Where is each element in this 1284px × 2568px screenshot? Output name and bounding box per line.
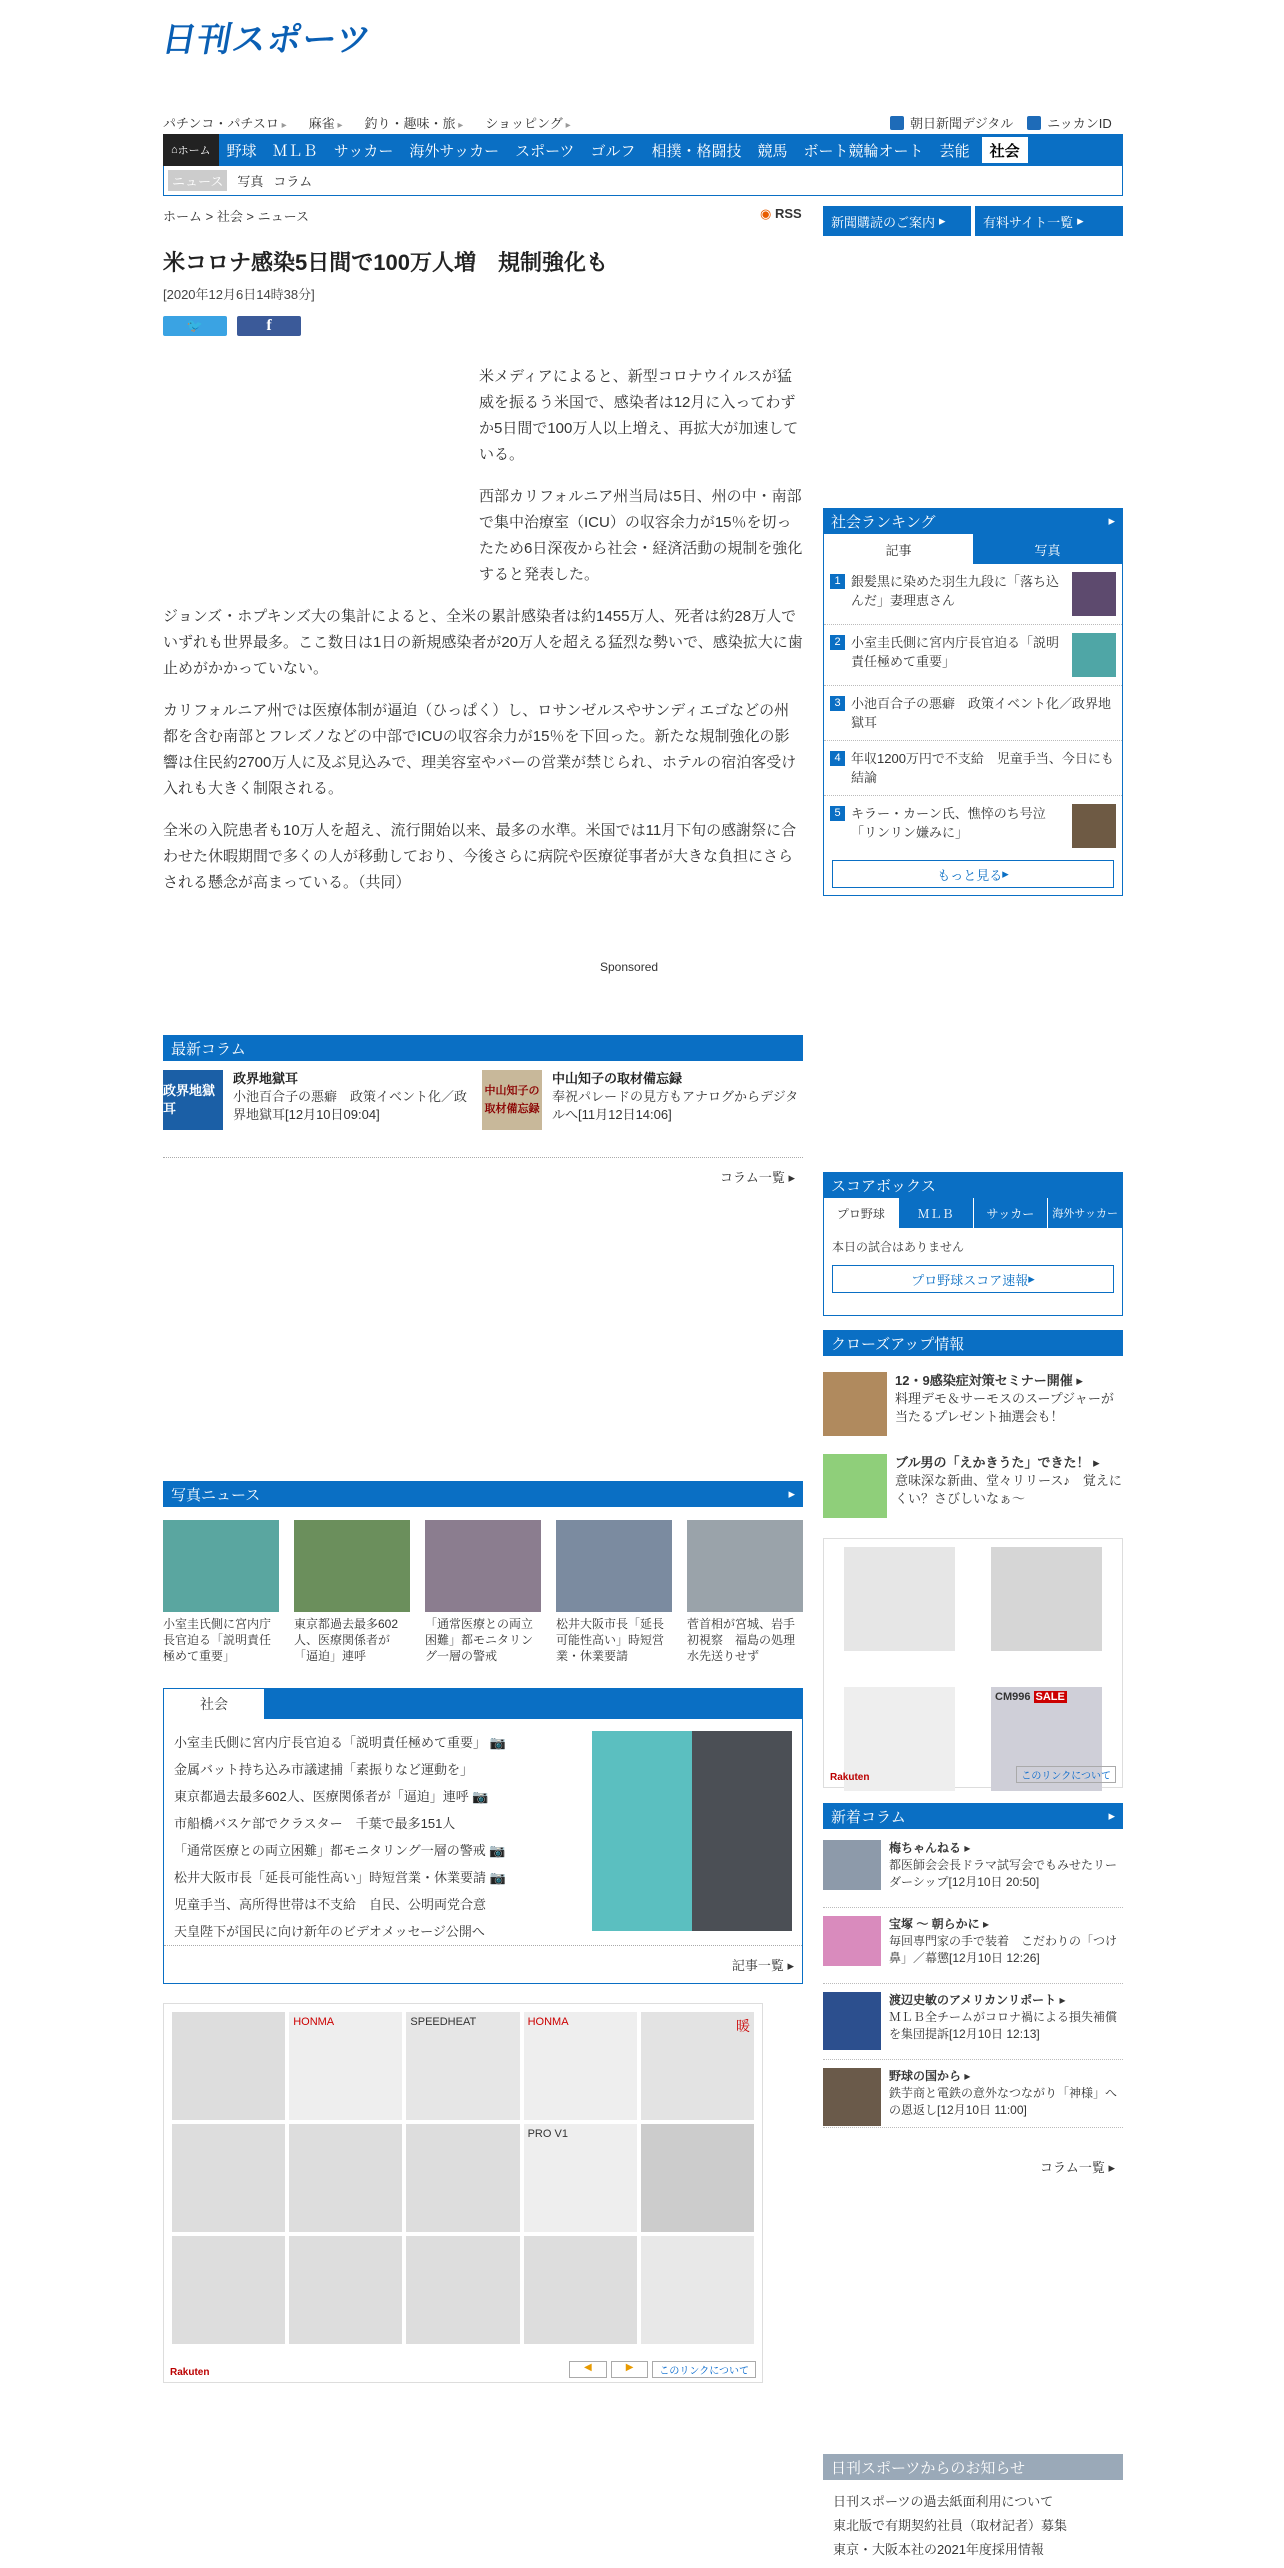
divider xyxy=(163,1157,803,1158)
twitter-icon: 🐦 xyxy=(186,318,204,333)
photo-news-item[interactable]: 「通常医療との両立困難」都モニタリング一層の警戒 xyxy=(425,1520,541,1664)
facebook-icon: f xyxy=(266,317,272,334)
nav-home[interactable]: ⌂ ホーム xyxy=(163,134,219,166)
article-date: [2020年12月6日14時38分] xyxy=(163,287,315,302)
local-nav-item[interactable]: コラム xyxy=(273,174,313,189)
photo-news-item[interactable]: 小室圭氏側に宮内庁長官迫る「説明責任極めて重要」 xyxy=(163,1520,279,1664)
closeup-item[interactable]: 12・9感染症対策セミナー開催 ▸ 料理デモ＆サーモスのスープジャーが当たるプレゼント抽選会も！ xyxy=(823,1372,1123,1436)
latest-columns-heading: 最新コラム xyxy=(163,1035,803,1061)
nav-item[interactable]: 芸能 xyxy=(939,142,970,160)
photo-thumb xyxy=(687,1520,803,1612)
ranking-item[interactable]: 3 小池百合子の悪癖 政策イベント化／政界地獄耳 xyxy=(824,686,1122,741)
home-icon: ⌂ xyxy=(171,144,178,156)
nav-item[interactable]: スポーツ xyxy=(515,142,575,160)
new-column-item[interactable]: 宝塚 ～ 朝らかに ▸ 毎回専門家の手で装着 こだわりの「つけ鼻」／幕懲[12月10日 12:26] xyxy=(823,1916,1123,1984)
new-column-item[interactable]: 梅ちゃんねる ▸ 都医師会会長ドラマ試写会でもみせたリーダーシップ[12月10日 20:50] xyxy=(823,1840,1123,1908)
rss-link[interactable]: ◉ RSS xyxy=(760,206,802,222)
global-nav xyxy=(163,134,1123,166)
closeup-heading: クローズアップ情報 xyxy=(823,1330,1123,1356)
nav-item[interactable]: ＭＬＢ xyxy=(272,142,318,160)
partner-nikkan-id[interactable]: ニッカンID xyxy=(1047,116,1112,131)
list-item[interactable]: 東京都過去最多602人、医療関係者が「逼迫」連呼 📷 xyxy=(174,1789,489,1804)
closeup-thumb xyxy=(823,1454,887,1518)
camera-icon: 📷 xyxy=(489,1735,506,1750)
ranking-box xyxy=(823,534,1123,896)
rakuten-side-ad[interactable]: CM996 SALE Rakuten このリンクについて xyxy=(823,1538,1123,1788)
nav-item[interactable]: 相撲・格闘技 xyxy=(651,142,742,160)
tab-articles[interactable]: 記事 xyxy=(824,534,973,564)
ranking-item[interactable]: 1 銀髪黒に染めた羽生九段に「落ち込んだ」妻理恵さん xyxy=(824,564,1122,625)
list-item[interactable]: 市船橋バスケ部でクラスター 千葉で最多151人 xyxy=(174,1816,456,1831)
tab-society[interactable]: 社会 xyxy=(164,1689,264,1719)
paragraph: カリフォルニア州では医療体制が逼迫（ひっぱく）し、ロサンゼルスやサンディエゴなどの州都を含む南部とフレズノなどの中部でICUの収容余力が15％を下回った。新たな規制強化の影響は住民約2700万人に及ぶ見込みで、理美容室やバーの営業が禁じられ、ホテルの宿泊客受け入れも大きく制限される。 xyxy=(163,702,797,797)
new-column-item[interactable]: 野球の国から ▸ 鉄芋商と電鉄の意外なつながり「神様」への恩返し[12月10日 11:00] xyxy=(823,2068,1123,2128)
nav-item[interactable]: 競馬 xyxy=(757,142,788,160)
column-item[interactable]: 中山知子の取材備忘録 中山知子の取材備忘録 奉祝パレードの見方もアナログからデジタルへ[11月12日14:06] xyxy=(482,1070,802,1130)
subnav-item[interactable]: パチンコ・パチスロ ▸ xyxy=(163,113,287,132)
notice-item[interactable]: 東京・大阪本社の2021年度採用情報 xyxy=(833,2542,1044,2557)
society-list xyxy=(174,1729,574,1945)
scorebox xyxy=(823,1198,1123,1316)
tab-overseas-soccer[interactable]: 海外サッカー xyxy=(1047,1198,1122,1228)
asahi-icon xyxy=(890,116,904,130)
camera-icon: 📷 xyxy=(489,1843,506,1858)
new-columns-heading[interactable]: 新着コラム ▸ xyxy=(823,1803,1123,1829)
photo-thumb xyxy=(425,1520,541,1612)
notice-item[interactable]: 日刊スポーツの過去紙面利用について xyxy=(833,2494,1054,2509)
notice-list xyxy=(833,2490,1067,2562)
photo-thumb xyxy=(556,1520,672,1612)
image-placeholder xyxy=(163,364,479,574)
more-ranking-button[interactable]: もっと見る ▸ xyxy=(832,860,1114,888)
facebook-share-button[interactable] xyxy=(237,316,301,336)
tab-pro-baseball[interactable]: プロ野球 xyxy=(824,1198,898,1228)
society-photo[interactable] xyxy=(592,1731,792,1931)
nav-item[interactable]: ゴルフ xyxy=(590,142,636,160)
camera-icon: 📷 xyxy=(489,1870,506,1885)
nav-item-active[interactable]: 社会 xyxy=(982,137,1028,163)
ranking-item[interactable]: 2 小室圭氏側に宮内庁長官迫る「説明責任極めて重要」 xyxy=(824,625,1122,686)
subnav-item[interactable]: 麻雀 ▸ xyxy=(309,113,343,132)
column-thumb: 中山知子の取材備忘録 xyxy=(482,1070,542,1130)
scorebox-heading: スコアボックス xyxy=(823,1172,1123,1198)
new-columns-list xyxy=(823,1840,1123,2128)
list-item[interactable]: 「通常医療との両立困難」都モニタリング一層の警戒 📷 xyxy=(174,1843,506,1858)
sponsored-label: Sponsored xyxy=(600,960,659,974)
side-ad-about-link[interactable]: このリンクについて xyxy=(1016,1766,1116,1783)
ad-prev-button[interactable]: ◀ xyxy=(569,2361,607,2378)
nikkan-id-icon xyxy=(1027,116,1041,130)
article-title: 米コロナ感染5日間で100万人増 規制強化も xyxy=(163,250,608,275)
list-item[interactable]: 天皇陛下が国民に向け新年のビデオメッセージ公開へ xyxy=(174,1924,485,1939)
column-thumb: 政界地獄耳 xyxy=(163,1070,223,1130)
rakuten-ad[interactable]: HONMA SPEEDHEAT HONMA 暖 PRO V1 Rakuten ◀ ▶ このリンクについて xyxy=(163,2003,763,2383)
list-item[interactable]: 松井大阪市長「延長可能性高い」時短営業・休業要請 📷 xyxy=(174,1870,506,1885)
photo-news-list xyxy=(163,1520,803,1664)
subscription-button[interactable]: 新聞購読のご案内 ▸ xyxy=(823,206,971,236)
ranking-item[interactable]: 4 年収1200万円で不支給 児童手当、今日にも結論 xyxy=(824,741,1122,796)
subnav-item[interactable]: ショッピング ▸ xyxy=(485,113,570,132)
photo-news-item[interactable]: 東京都過去最多602人、医療関係者が「逼迫」連呼 xyxy=(294,1520,410,1664)
list-item[interactable]: 小室圭氏側に宮内庁長官迫る「説明責任極めて重要」 📷 xyxy=(174,1735,506,1750)
photo-thumb xyxy=(294,1520,410,1612)
nav-item[interactable]: サッカー xyxy=(333,142,394,160)
breadcrumb[interactable]: ホーム > 社会 > ニュース xyxy=(163,209,309,224)
closeup-thumb xyxy=(823,1372,887,1436)
tab-photos[interactable]: 写真 xyxy=(973,534,1122,564)
tab-soccer[interactable]: サッカー xyxy=(973,1198,1048,1228)
new-column-item[interactable]: 渡辺史敏のアメリカンリポート ▸ ＭＬＢ全チームがコロナ禍による損失補償を集団提訴[12月10日 12:13] xyxy=(823,1992,1123,2060)
ad-about-link[interactable]: このリンクについて xyxy=(652,2361,756,2378)
column-item[interactable]: 政界地獄耳 政界地獄耳 小池百合子の悪癖 政策イベント化／政界地獄耳[12月10日09:04] xyxy=(163,1070,473,1130)
paragraph: ジョンズ・ホプキンズ大の集計によると、全米の累計感染者は約1455万人、死者は約28万人でいずれも世界最多。ここ数日は1日の新規感染者が20万人を超える猛烈な勢いで、感染拡大に歯止めがかかっていない。 xyxy=(163,608,803,677)
local-nav xyxy=(163,166,1123,196)
site-logo[interactable]: 日刊スポーツ xyxy=(158,20,375,60)
closeup-item[interactable]: ブル男の「えかきうた」できた！ ▸ 意味深な新曲、堂々リリース♪ 覚えにくい？さびしいなぁ～ xyxy=(823,1454,1123,1518)
photo-news-item[interactable]: 菅首相が宮城、岩手初視察 福島の処理水先送りせず xyxy=(687,1520,803,1664)
local-nav-active[interactable]: ニュース xyxy=(168,170,227,191)
nav-item[interactable]: ボート競輪オート xyxy=(803,142,924,160)
score-flash-button[interactable]: プロ野球スコア速報 ▸ xyxy=(832,1265,1114,1293)
local-nav-item[interactable]: 写真 xyxy=(237,174,264,189)
ad-next-button[interactable]: ▶ xyxy=(611,2361,649,2378)
subnav-item[interactable]: 釣り・趣味・旅 ▸ xyxy=(364,113,463,132)
article-list-link[interactable]: 記事一覧 ▸ xyxy=(732,1955,794,1974)
column-list-link[interactable]: コラム一覧 ▸ xyxy=(720,1167,795,1186)
notice-heading: 日刊スポーツからのお知らせ xyxy=(823,2454,1123,2480)
notice-item[interactable]: 東北版で有期契約社員（取材記者）募集 xyxy=(833,2518,1068,2533)
list-item[interactable]: 金属バット持ち込み市議逮捕「素振りなど運動を」 xyxy=(174,1762,474,1777)
camera-icon: 📷 xyxy=(472,1789,489,1804)
new-columns-list-link[interactable]: コラム一覧 ▸ xyxy=(1040,2157,1115,2176)
paragraph: 米メディアによると、新型コロナウイルスが猛威を振るう米国で、感染者は12月に入ってわずか5日間で100万人以上増え、再拡大が加速している。 xyxy=(479,368,799,463)
nav-item[interactable]: 海外サッカー xyxy=(409,142,500,160)
paragraph: 西部カリフォルニア州当局は5日、州の中・南部で集中治療室（ICU）の収容余力が15％を切ったため6日深夜から社会・経済活動の規制を強化すると発表した。 xyxy=(479,488,803,583)
partner-asahi[interactable]: 朝日新聞デジタル xyxy=(910,116,1014,131)
partner-links xyxy=(890,113,1112,132)
article-body xyxy=(163,364,803,912)
paid-sites-button[interactable]: 有料サイト一覧 ▸ xyxy=(975,206,1123,236)
no-games-text: 本日の試合はありません xyxy=(832,1240,965,1254)
tab-mlb[interactable]: ＭＬＢ xyxy=(898,1198,973,1228)
photo-news-heading[interactable]: 写真ニュース ▸ xyxy=(163,1481,803,1507)
society-box xyxy=(163,1688,803,1984)
nav-item[interactable]: 野球 xyxy=(226,142,257,160)
photo-news-item[interactable]: 松井大阪市長「延長可能性高い」時短営業・休業要請 xyxy=(556,1520,672,1664)
ranking-item[interactable]: 5 キラー・カーン氏、憔悴のち号泣「リンリン嫌みに」 xyxy=(824,796,1122,856)
list-item[interactable]: 児童手当、高所得世帯は不支給 自民、公明両党合意 xyxy=(174,1897,487,1912)
rakuten-logo: Rakuten xyxy=(170,2367,210,2378)
photo-thumb xyxy=(163,1520,279,1612)
twitter-share-button[interactable] xyxy=(163,316,227,336)
paragraph: 全米の入院患者も10万人を超え、流行開始以来、最多の水準。米国では11月下旬の感謝祭に合わせた休暇期間で多くの人が移動しており、今後さらに病院や医療従事者が大きな負担にさらされる懸念が高まっている。（共同） xyxy=(163,822,797,891)
ranking-heading[interactable]: 社会ランキング ▸ xyxy=(823,508,1123,534)
sub-navigation xyxy=(163,113,571,132)
